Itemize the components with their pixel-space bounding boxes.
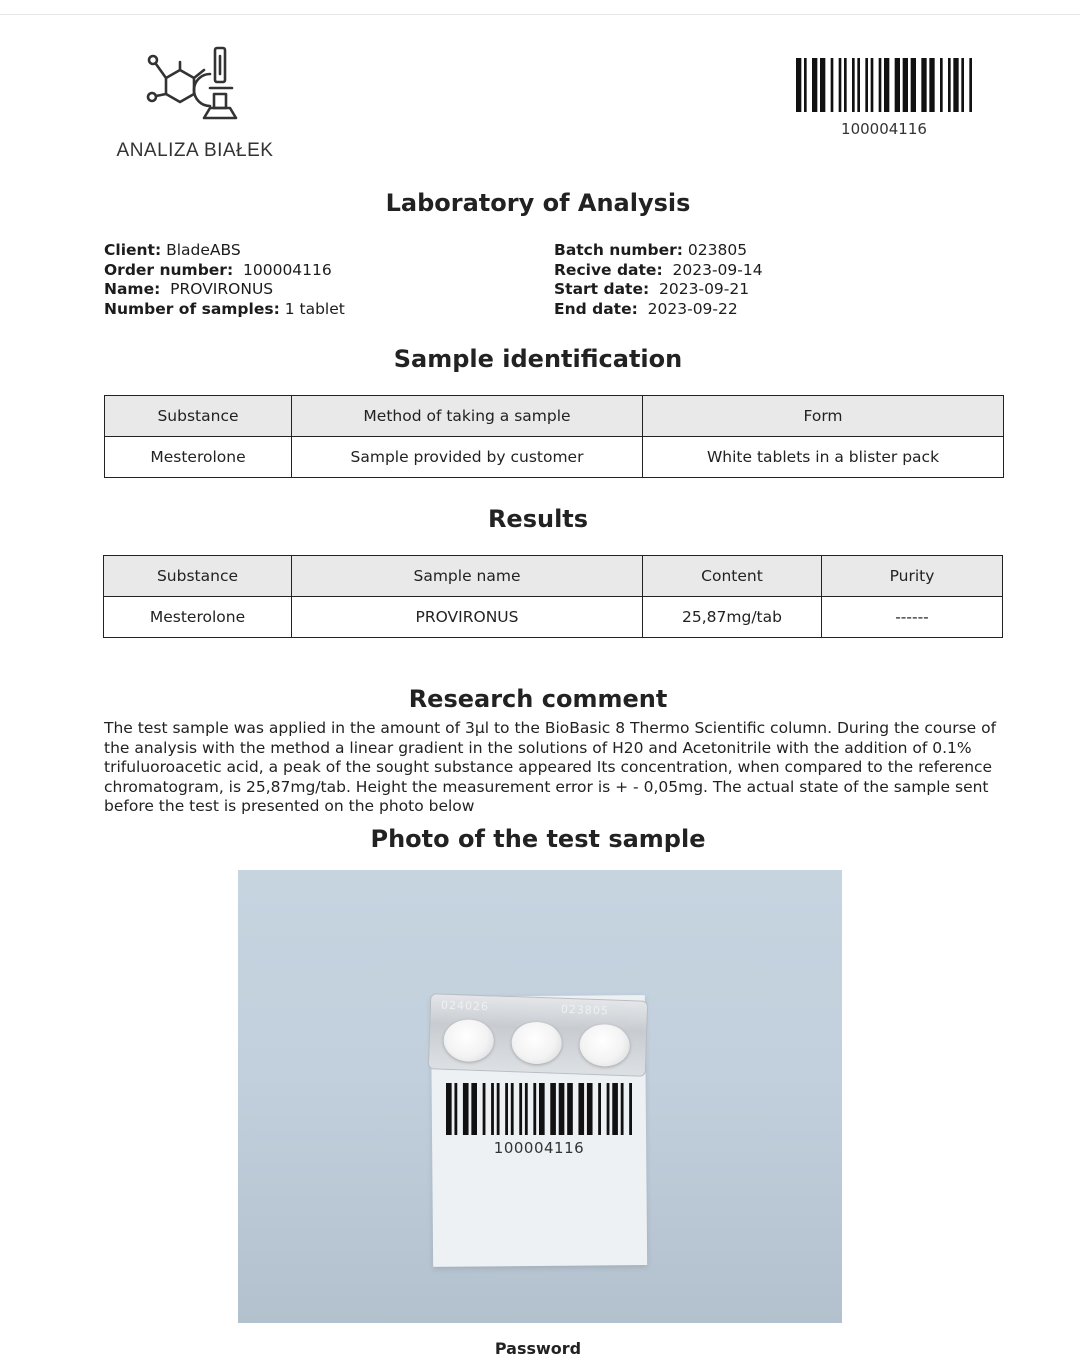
barcode-bar [629,1083,632,1135]
table-row [105,437,1004,478]
order-barcode [796,58,972,112]
tablet [511,1021,562,1065]
table-cell: PROVIRONUS [292,597,643,638]
table-header-row [104,556,1003,597]
barcode-bar [820,58,825,112]
barcode-bar [953,58,958,112]
results-heading: Results [487,505,589,533]
blister-code-right: 023805 [560,1002,610,1018]
barcode-bar [804,58,807,112]
table-cell: 25,87mg/tab [643,597,822,638]
info-right [554,241,763,319]
barcode-bar [895,58,900,112]
table-row [104,597,1003,638]
blister-code-left: 024026 [440,998,490,1014]
barcode-bar [884,58,889,112]
table-header: Method of taking a sample [292,396,643,437]
barcode-bar [871,58,874,112]
tablet [443,1019,494,1063]
barcode-bar [612,1083,618,1135]
info-name: Name: PROVIRONUS [104,280,274,298]
barcode-bar [446,1083,452,1135]
label-barcode [446,1083,632,1135]
barcode-bar [839,58,842,112]
barcode-bar [463,1083,469,1135]
barcode-bar [607,1083,610,1135]
info-start-date: Start date: 2023-09-21 [554,280,750,298]
info-client: Client: BladeABS [104,241,241,259]
info-number-of-samples: Number of samples: 1 tablet [104,299,345,318]
table-cell: Mesterolone [105,437,292,478]
barcode-bar [969,58,972,112]
barcode-bar [844,58,847,112]
research-comment-heading: Research comment [408,685,668,713]
barcode-bar [525,1083,528,1135]
password-label: Password [494,1339,582,1358]
barcode-bar [865,58,868,112]
barcode-bar [852,58,855,112]
barcode-bar [559,1083,565,1135]
barcode-bar [533,1083,536,1135]
table-cell: Sample provided by customer [292,437,643,478]
table-header: Substance [104,556,292,597]
barcode-bar [454,1083,457,1135]
barcode-bar [948,58,951,112]
barcode-bar [587,1083,593,1135]
page-title: Laboratory of Analysis [385,189,691,217]
top-divider [0,14,1080,15]
barcode-bar [550,1083,556,1135]
barcode-bar [940,58,943,112]
barcode-bar [505,1083,508,1135]
table-header: Substance [105,396,292,437]
blister-pack [428,993,649,1077]
table-header: Purity [822,556,1003,597]
info-left [104,241,345,319]
barcode-bar [511,1083,514,1135]
label-barcode-number: 100004116 [493,1139,585,1157]
logo [104,44,286,164]
barcode-bar [961,58,964,112]
barcode-bar [621,1083,624,1135]
table-header: Content [643,556,822,597]
barcode-bar [903,58,908,112]
info-order-number: Order number: 100004116 [104,260,332,279]
results-table [103,555,1003,638]
table-cell: White tablets in a blister pack [643,437,1004,478]
barcode-bar [911,58,916,112]
table-header-row [105,396,1004,437]
barcode-bar [879,58,882,112]
barcode-bar [921,58,926,112]
barcode-bar [831,58,834,112]
barcode-bar [857,58,860,112]
research-comment-text: The test sample was applied in the amount of 3µl to the BioBasic 8 Thermo Scientific column. During the course of the analysis with the method a linear gradient in the solutions of H20 and Acetonitrile with the addition of 0.1% trifuluoroacetic acid, a peak of the sought substance appeared Its concentration, when compared to the reference chromatogram, is 25,87mg/tab. Height the measurement error is + - 0,05mg. The actual state of the sample sent before the test is presented on the photo below [104,719,997,816]
sample-identification-heading: Sample identification [393,345,683,373]
barcode-bar [497,1083,500,1135]
logo-text: ANALIZA BIAŁEK [116,140,274,161]
barcode-bar [796,58,801,112]
table-header: Sample name [292,556,643,597]
info-end-date: End date: 2023-09-22 [554,299,738,318]
sample-identification-table [104,395,1004,478]
barcode-bar [812,58,817,112]
info-batch-number: Batch number: 023805 [554,241,748,259]
tablet [579,1023,630,1067]
barcode-bar [567,1083,573,1135]
table-cell: Mesterolone [104,597,292,638]
photo-heading: Photo of the test sample [370,825,706,853]
barcode-bar [483,1083,486,1135]
barcode-bar [471,1083,477,1135]
test-sample-photo [238,870,842,1323]
info-receive-date: Recive date: 2023-09-14 [554,260,763,279]
barcode-bar [929,58,934,112]
table-header: Form [643,396,1004,437]
barcode-bar [598,1083,601,1135]
barcode-bar [539,1083,545,1135]
barcode-bar [491,1083,494,1135]
table-cell: ------ [822,597,1003,638]
barcode-bar [578,1083,584,1135]
order-barcode-number: 100004116 [841,120,927,138]
barcode-bar [519,1083,522,1135]
molecule-microscope-icon [146,44,246,134]
